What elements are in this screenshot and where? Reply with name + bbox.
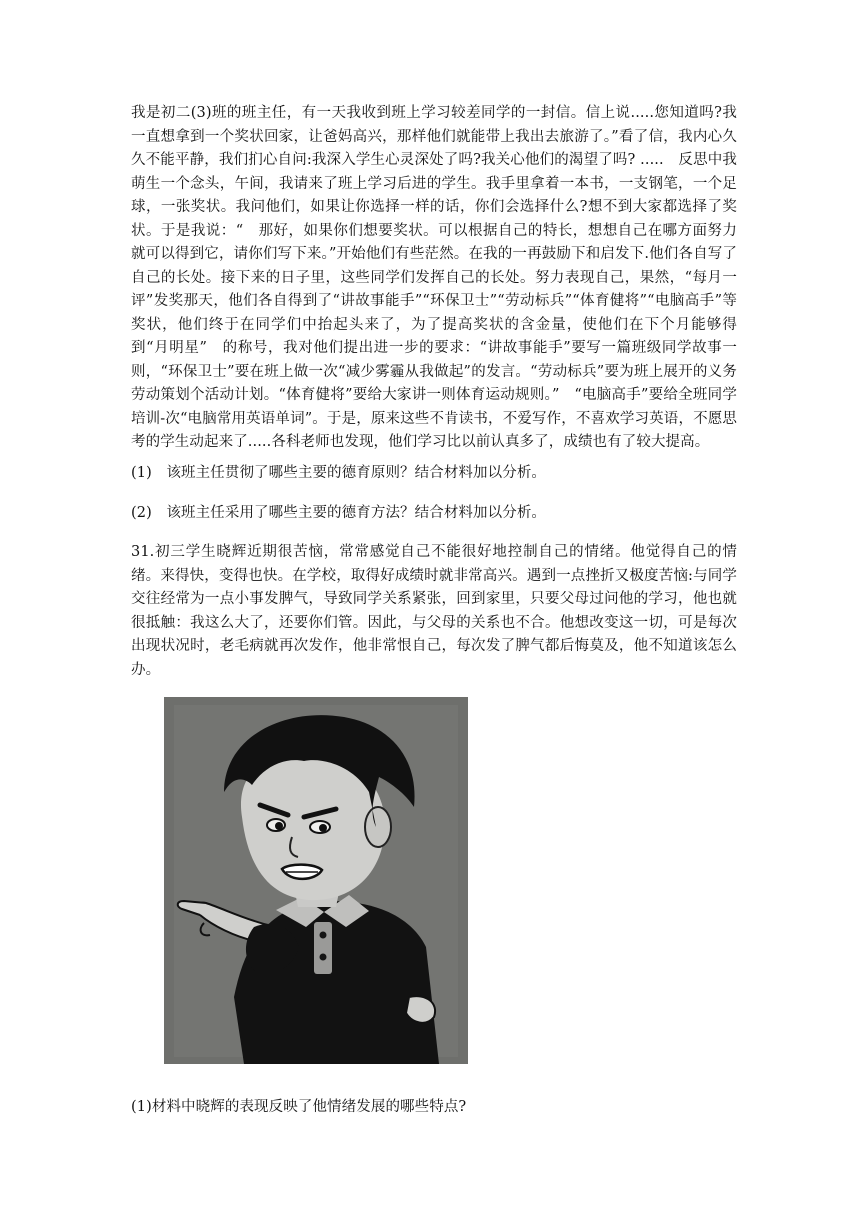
- angry-boy-illustration: [164, 697, 468, 1064]
- question-30-1: (1) 该班主任贯彻了哪些主要的德育原则？结合材料加以分析。: [131, 465, 547, 481]
- material-paragraph-30: 我是初二(3)班的班主任，有一天我收到班上学习较差同学的一封信。信上说.....您知道吗?我一直想拿到一个奖状回家，让爸妈高兴，那样他们就能带上我出去旅游了。”看了信，我内心久久不能平静，我们扪心自问:我深入学生心灵深处了吗?我关心他们的渴望了吗? ..... 反思中我萌生一个念头，午间，我请来了班上学习后进的学生。我手里拿着一本书，一支钢笔，一个足球，一张奖状。我问他们，如果让你选择一样的话，你们会选择什么?想不到大家都选择了奖状。于是我说：“ 那好，如果你们想要奖状。可以根据自己的特长，想想自己在哪方面努力就可以得到它，请你们写下来。”开始他们有些茫然。在我的一再鼓励下和启发下.他们各自写了自己的长处。接下来的日子里，这些同学们发挥自己的长处。努力表现自己，果然，“每月一评”发奖那天，他们各自得到了“讲故事能手”“环保卫士”“劳动标兵”“体育健将”“电脑高手”等奖状，他们终于在同学们中抬起头来了，为了提高奖状的含金量，使他们在下个月能够得到“月明星” 的称号，我对他们提出进一步的要求：“讲故事能手”要写一篇班级同学故事一则，“环保卫士”要在班上做一次“减少雾霾从我做起”的发言。“劳动标兵”要为班上展开的义务劳动策划个活动计划。“体育健将”要给大家讲一则体育运动规则。” “电脑高手”要给全班同学培训-次“电脑常用英语单词”。于是，原来这些不肯读书，不爱写作，不喜欢学习英语，不愿思考的学生动起来了.....各科老师也发现，他们学习比以前认真多了，成绩也有了较大提高。: [131, 105, 737, 450]
- illustration-svg: [164, 697, 468, 1064]
- material-paragraph-31: 31.初三学生晓辉近期很苦恼，常常感觉自己不能很好地控制自己的情绪。他觉得自己的情绪。来得快，变得也快。在学校，取得好成绩时就非常高兴。遇到一点挫折又极度苦恼:与同学交往经常为一点小事发脾气，导致同学关系紧张，回到家里，只要父母过问他的学习，他也就很抵触：我这么大了，还要你们管。因此，与父母的关系也不合。他想改变这一切，可是每次出现状况时，老毛病就再次发作，他非常恨自己，每次发了脾气都后悔莫及，他不知道该怎么办。: [131, 544, 737, 678]
- question-30-2: (2) 该班主任采用了哪些主要的德育方法？结合材料加以分析。: [131, 505, 547, 521]
- question-31-1: (1)材料中晓辉的表现反映了他情绪发展的哪些特点?: [131, 1099, 467, 1115]
